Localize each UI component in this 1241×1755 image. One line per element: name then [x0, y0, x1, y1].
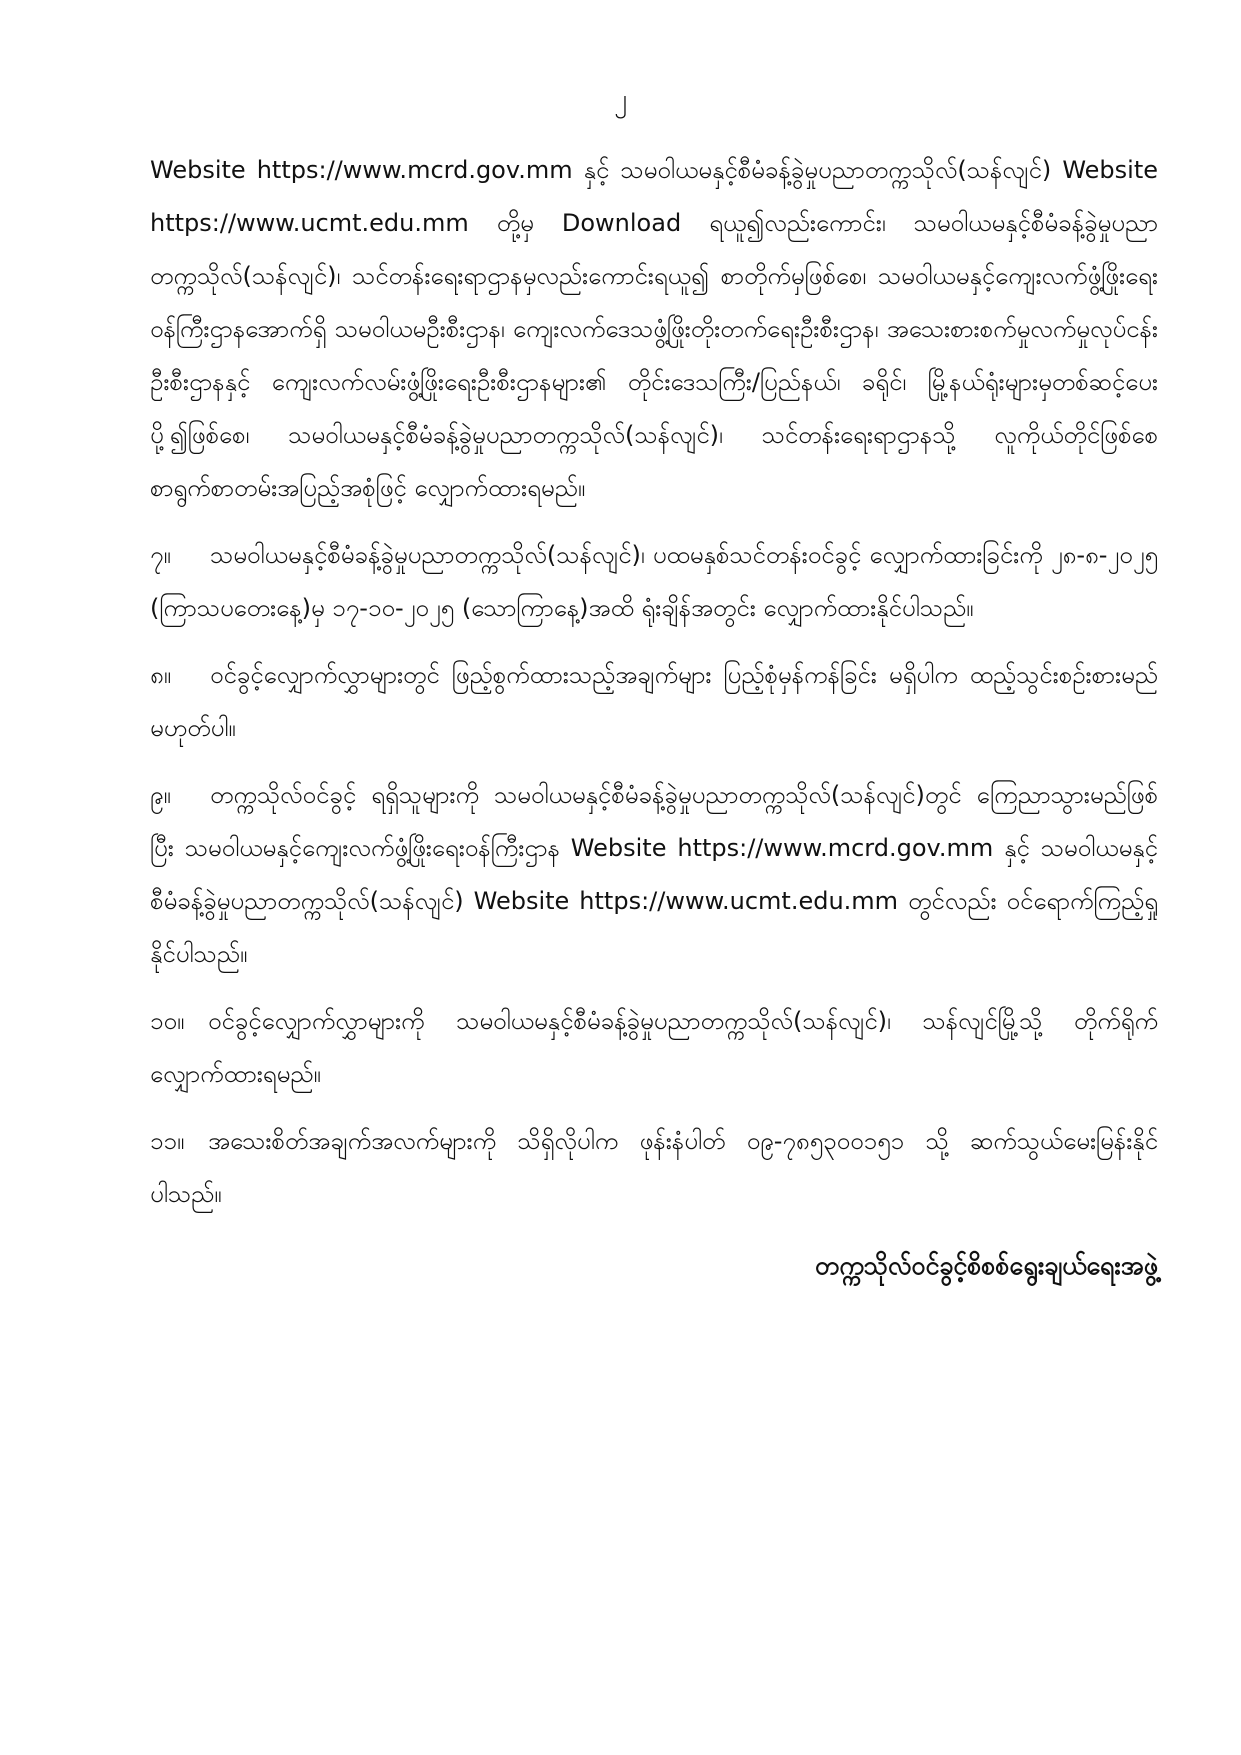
signature-committee: တက္ကသိုလ်ဝင်ခွင့်စိစစ်ရွေးချယ်ရေးအဖွဲ့ [815, 1251, 1158, 1280]
paragraph-number: ၁၁။ [150, 1127, 185, 1155]
paragraph-continuation [150, 144, 1158, 515]
paragraph-number: ၁၀။ [150, 1007, 185, 1035]
document-body [150, 144, 1158, 1292]
paragraph-11 [150, 1115, 1158, 1221]
paragraph-number: ၇။ [150, 541, 171, 569]
paragraph-number: ၉။ [150, 781, 171, 809]
paragraph-text: အသေးစိတ်အချက်အလက်များကို သိရှိလိုပါက ဖုန်းနံပါတ် ၀၉-၇၈၅၃၀၀၁၅၁ သို့ ဆက်သွယ်မေးမြန်းနိုင်ပါသည်။ [150, 1127, 1158, 1208]
paragraph-8 [150, 649, 1158, 755]
paragraph-text: Website https://www.mcrd.gov.mm နှင့် သမဝါယမနှင့်စီမံခန့်ခွဲမှုပညာတက္ကသိုလ်(သန်လျင်) Website https://www.ucmt.edu.mm တို့မှ Download ရယူ၍လည်းကောင်း၊ သမဝါယမနှင့်စီမံခန့်ခွဲမှုပညာတက္ကသိုလ်(သန်လျင်)၊ သင်တန်းရေးရာဌာနမှလည်းကောင်းရယူ၍ စာတိုက်မှဖြစ်စေ၊ သမဝါယမနှင့်ကျေးလက်ဖွံ့ဖြိုးရေးဝန်ကြီးဌာနအောက်ရှိ သမဝါယမဦးစီးဌာန၊ ကျေးလက်ဒေသဖွံ့ဖြိုးတိုးတက်ရေးဦးစီးဌာန၊ အသေးစားစက်မှုလက်မှုလုပ်ငန်းဦးစီးဌာနနှင့် ကျေးလက်လမ်းဖွံ့ဖြိုးရေးဦးစီးဌာနများ၏ တိုင်းဒေသကြီး/ပြည်နယ်၊ ခရိုင်၊ မြို့နယ်ရုံးများမှတစ်ဆင့်ပေးပို့၍ဖြစ်စေ၊ သမဝါယမနှင့်စီမံခန့်ခွဲမှုပညာတက္ကသိုလ်(သန်လျင်)၊ သင်တန်းရေးရာဌာနသို့ လူကိုယ်တိုင်ဖြစ်စေ စာရွက်စာတမ်းအပြည့်အစုံဖြင့် လျှောက်ထားရမည်။ [150, 156, 1158, 502]
paragraph-text: တက္ကသိုလ်ဝင်ခွင့် ရရှိသူများကို သမဝါယမနှင့်စီမံခန့်ခွဲမှုပညာတက္ကသိုလ်(သန်လျင်)တွင် ကြေညာသွားမည်ဖြစ်ပြီး သမဝါယမနှင့်ကျေးလက်ဖွံ့ဖြိုးရေးဝန်ကြီးဌာန Website https://www.mcrd.gov.mm နှင့် သမဝါယမနှင့်စီမံခန့်ခွဲမှုပညာတက္ကသိုလ်(သန်လျင်) Website https://www.ucmt.edu.mm တွင်လည်း ဝင်ရောက်ကြည့်ရှုနိုင်ပါသည်။ [150, 781, 1158, 968]
paragraph-10 [150, 995, 1158, 1101]
paragraph-number: ၈။ [150, 661, 171, 689]
paragraph-text: သမဝါယမနှင့်စီမံခန့်ခွဲမှုပညာတက္ကသိုလ်(သန်လျင်)၊ ပထမနှစ်သင်တန်းဝင်ခွင့် လျှောက်ထားခြင်းကို ၂၈-၈-၂၀၂၅ (ကြာသပတေးနေ့)မှ ၁၇-၁၀-၂၀၂၅ (သောကြာနေ့)အထိ ရုံးချိန်အတွင်း လျှောက်ထားနိုင်ပါသည်။ [150, 541, 1158, 622]
paragraph-text: ဝင်ခွင့်လျှောက်လွှာများတွင် ဖြည့်စွက်ထားသည့်အချက်များ ပြည့်စုံမှန်ကန်ခြင်း မရှိပါက ထည့်သွင်းစဉ်းစားမည်မဟုတ်ပါ။ [150, 661, 1158, 742]
paragraph-7 [150, 529, 1158, 635]
paragraph-9 [150, 769, 1158, 981]
paragraph-text: ဝင်ခွင့်လျှောက်လွှာများကို သမဝါယမနှင့်စီမံခန့်ခွဲမှုပညာတက္ကသိုလ်(သန်လျင်)၊ သန်လျင်မြို့သို့ တိုက်ရိုက်လျှောက်ထားရမည်။ [150, 1007, 1158, 1088]
page-number: ၂ [614, 84, 627, 114]
